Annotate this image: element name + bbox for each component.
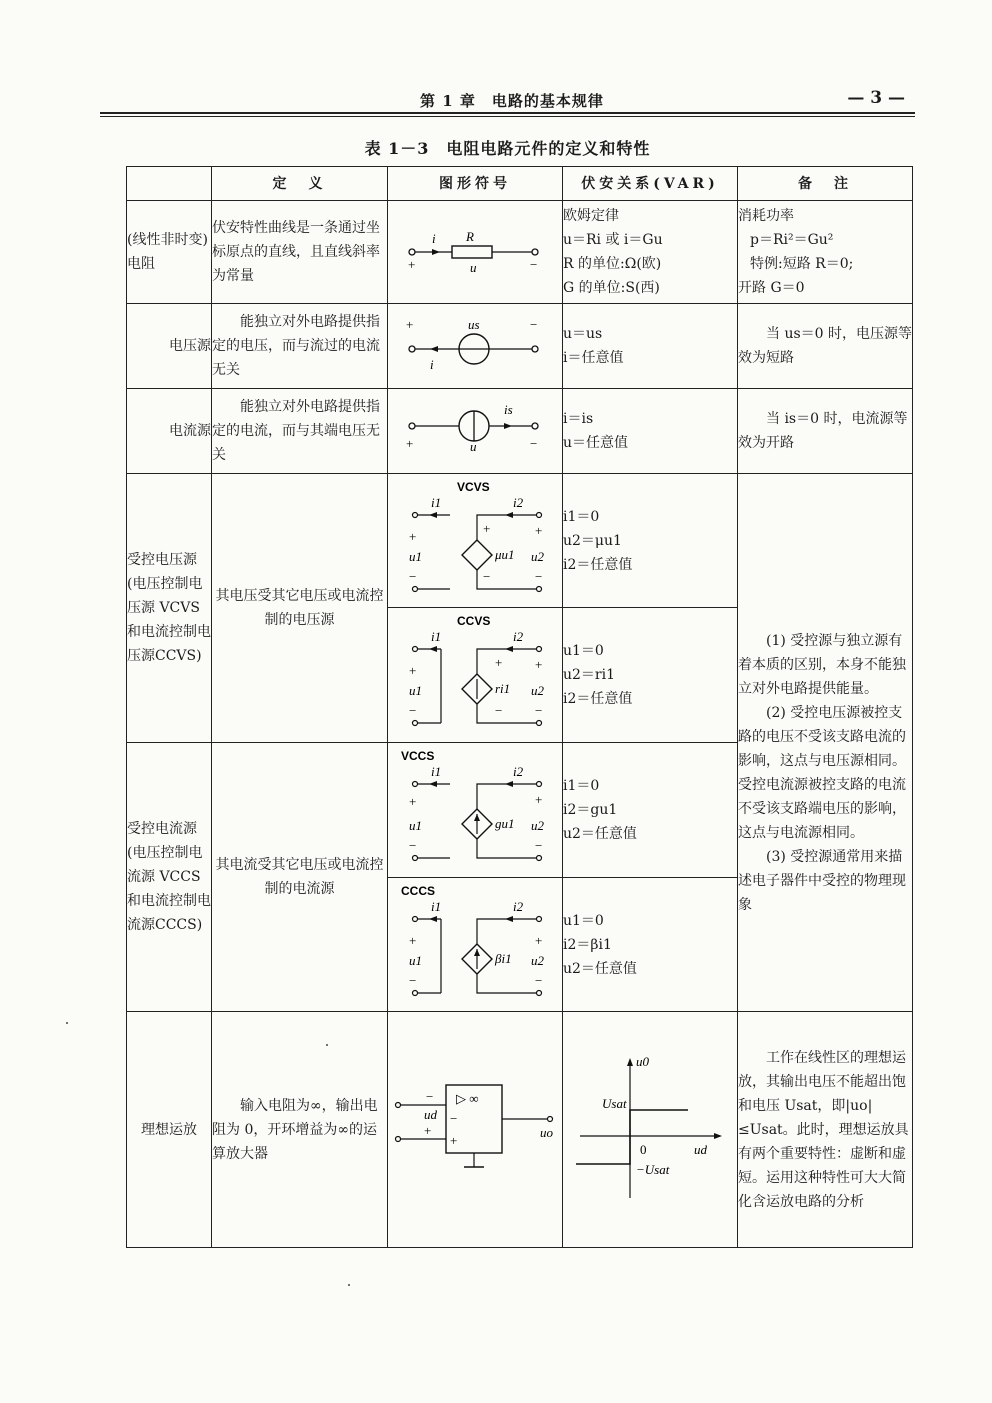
svg-text:u1: u1 [409,818,422,833]
svg-text:u1: u1 [409,548,422,564]
svg-text:−: − [530,317,538,332]
scan-speck [326,1044,328,1046]
note-isource: 当 is＝0 时，电流源等效为开路 [738,389,913,474]
def-vsource: 能独立对外电路提供指定的电压，而与流过的电流无关 [212,304,388,389]
header-note: 备 注 [738,167,913,201]
svg-text:−: − [409,838,417,853]
svg-text:+: + [450,1132,458,1148]
svg-text:−: − [535,838,543,853]
svg-text:−: − [483,568,491,584]
header-var: 伏安关系(VAR) [563,167,738,201]
svg-text:−: − [535,972,543,988]
resistor-symbol-icon [400,222,550,282]
var-isource: i＝is u＝任意值 [563,389,738,474]
svg-text:+: + [406,436,414,451]
svg-text:u2: u2 [531,818,544,833]
svg-text:+: + [408,257,416,272]
header-rule-thin [100,116,915,117]
svg-text:−: − [409,972,417,988]
header-rule [100,112,915,114]
svg-text:Usat: Usat [602,1095,627,1111]
var-cccs: u1＝0 i2＝βi1 u2＝任意值 [563,878,738,1012]
element-table [126,166,913,1248]
svg-text:ud: ud [424,1106,437,1122]
svg-text:+: + [409,663,417,678]
header-empty [127,167,212,201]
symbol-isource [388,389,563,474]
svg-text:u2: u2 [531,952,544,968]
svg-text:u2: u2 [531,548,544,564]
svg-text:−: − [450,1110,458,1126]
vccs-symbol-icon [395,746,555,874]
svg-text:CCVS: CCVS [457,614,491,628]
svg-text:i1: i1 [431,764,442,779]
name-isource: 电流源 [127,389,212,474]
def-opamp: 输入电阻为∞，输出电阻为 0，开环增益为∞的运算放大器 [212,1012,388,1248]
row-opamp [127,1012,913,1248]
svg-text:i: i [430,357,434,372]
symbol-resistor [388,201,563,304]
row-voltage-source [127,304,913,389]
svg-text:+: + [483,520,491,536]
svg-text:ri1: ri1 [495,681,511,696]
svg-text:+: + [406,317,414,332]
row-resistor [127,201,913,304]
svg-text:+: + [495,655,503,670]
svg-text:−: − [535,703,543,718]
var-ccvs: u1＝0 u2＝ri1 i2＝任意值 [563,608,738,743]
symbol-vsource [388,304,563,389]
var-resistor: 欧姆定律 u＝Ri 或 i＝Gu R 的单位:Ω(欧) G 的单位:S(西) [563,201,738,304]
var-vsource: u＝us i＝任意值 [563,304,738,389]
note-controlled-sources: (1) 受控源与独立源有着本质的区别，本身不能独立对外电路提供能量。 (2) 受控电压源被控支路的电压不受该支路电流的影响，这点与电压源相同。受控电流源被控支路的电流不受该支路端电压的影响，这点与电流源相同。 (3) 受控源通常用来描述电子器件中受控的物理现象 [738,474,913,1012]
svg-text:R: R [466,229,474,244]
svg-text:is: is [504,402,513,417]
symbol-opamp [388,1012,563,1248]
name-vsource: 电压源 [127,304,212,389]
def-controlled-current: 其电流受其它电压或电流控制的电流源 [212,743,388,1012]
svg-text:+: + [535,792,543,807]
name-controlled-voltage: 受控电压源(电压控制电压源 VCVS和电流控制电压源CCVS) [127,474,212,743]
svg-text:i: i [432,231,436,246]
svg-text:i1: i1 [431,898,442,914]
svg-text:u: u [470,439,477,454]
svg-text:u2: u2 [531,683,544,698]
svg-text:+: + [409,528,417,544]
svg-text:−: − [530,257,538,272]
svg-text:+: + [535,932,543,948]
svg-text:−: − [409,568,417,584]
svg-text:▷ ∞: ▷ ∞ [456,1090,479,1106]
svg-text:i1: i1 [431,494,442,510]
transfer-curve-icon [570,1050,730,1210]
svg-text:CCCS: CCCS [401,883,436,898]
var-vccs: i1＝0 i2＝gu1 u2＝任意值 [563,743,738,878]
name-resistor: (线性非时变)电阻 [127,201,212,304]
svg-text:+: + [535,522,543,538]
svg-text:i2: i2 [513,494,524,510]
name-controlled-current: 受控电流源(电压控制电流源 VCCS和电流控制电流源CCCS) [127,743,212,1012]
svg-text:i2: i2 [513,898,524,914]
note-opamp: 工作在线性区的理想运放，其输出电压不能超出饱和电压 Usat，即|uo|≤Usat。此时，理想运放具有两个重要特性：虚断和虚短。运用这种特性可大大简化含运放电路的分析 [738,1012,913,1248]
symbol-vccs [388,743,563,878]
svg-text:u1: u1 [409,683,422,698]
symbol-cccs [388,878,563,1012]
def-resistor: 伏安特性曲线是一条通过坐标原点的直线，且直线斜率为常量 [212,201,388,304]
svg-text:i2: i2 [513,764,524,779]
opamp-transfer-graph [563,1012,738,1248]
row-vcvs [127,474,913,608]
name-opamp: 理想运放 [127,1012,212,1248]
symbol-vcvs [388,474,563,608]
chapter-title: 第 1 章 电路的基本规律 [420,92,604,110]
svg-text:+: + [535,657,543,672]
current-source-icon [400,396,550,466]
note-vsource: 当 us＝0 时，电压源等效为短路 [738,304,913,389]
svg-text:us: us [468,317,480,332]
cccs-symbol-icon [395,881,555,1009]
svg-text:−: − [535,568,543,584]
svg-text:VCCS: VCCS [401,749,435,763]
note-resistor: 消耗功率 p＝Ri²＝Gu² 特例:短路 R＝0; 开路 G＝0 [738,201,913,304]
svg-text:−: − [530,436,538,451]
scan-speck [348,1284,350,1286]
svg-text:uo: uo [540,1124,553,1140]
svg-text:ud: ud [694,1141,707,1157]
svg-text:−Usat: −Usat [636,1161,670,1177]
page-number: — 3 — [847,88,905,108]
svg-text:+: + [409,932,417,948]
svg-text:−: − [426,1088,434,1104]
def-isource: 能独立对外电路提供指定的电流，而与其端电压无关 [212,389,388,474]
svg-text:gu1: gu1 [495,816,515,831]
page-header [100,88,915,116]
svg-text:0: 0 [640,1141,647,1157]
table-header-row [127,167,913,201]
svg-text:u: u [470,260,477,275]
svg-text:μu1: μu1 [495,546,515,562]
svg-text:+: + [424,1122,432,1138]
svg-text:VCVS: VCVS [457,479,490,494]
table-caption: 表 1－3 电阻电路元件的定义和特性 [364,139,651,158]
svg-text:−: − [409,703,417,718]
svg-text:i2: i2 [513,629,524,644]
opamp-symbol-icon [390,1075,560,1185]
header-sym: 图形符号 [388,167,563,201]
symbol-ccvs [388,608,563,743]
svg-text:u0: u0 [636,1053,649,1069]
var-vcvs: i1＝0 u2＝μu1 i2＝任意值 [563,474,738,608]
scan-speck [66,1022,68,1024]
row-current-source [127,389,913,474]
ccvs-symbol-icon [395,611,555,739]
svg-text:u1: u1 [409,952,422,968]
vcvs-symbol-icon [395,477,555,605]
voltage-source-icon [400,311,550,381]
svg-text:i1: i1 [431,629,442,644]
header-def: 定 义 [212,167,388,201]
svg-text:βi1: βi1 [495,950,512,966]
def-controlled-voltage: 其电压受其它电压或电流控制的电压源 [212,474,388,743]
svg-text:+: + [409,794,417,809]
svg-text:−: − [495,703,503,718]
